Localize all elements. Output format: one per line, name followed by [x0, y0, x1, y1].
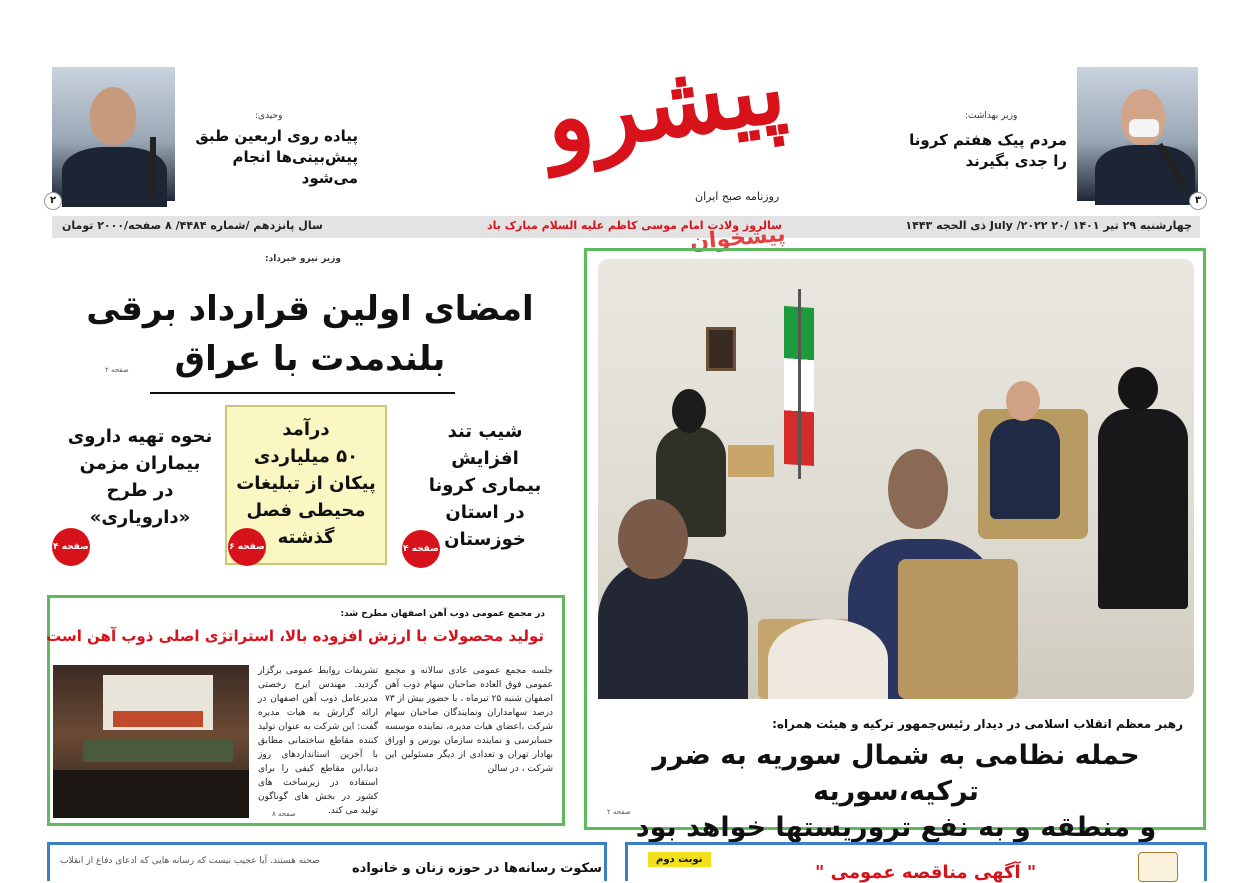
lead-story-kicker: رهبر معظم انقلاب اسلامی در دیدار رئیس‌جمهور ترکیه و هیئت همراه: [772, 717, 1183, 731]
teaser-corona-page-badge: صفحه ۴ [402, 530, 440, 568]
right-story-headline[interactable]: مردم پیک هفتم کرونا را جدی بگیرند [909, 131, 1067, 170]
pishkhan-watermark: پیشخوان [689, 221, 787, 256]
energy-story-underline [150, 392, 455, 394]
steel-story-kicker: در مجمع عمومی ذوب آهن اصفهان مطرح شد: [340, 609, 545, 619]
ad-title[interactable]: " آگهی مناقصه عمومی " [815, 862, 1037, 883]
steel-story-photo[interactable] [53, 665, 249, 818]
occasion-banner: سالروز ولادت امام موسی کاظم علیه السلام مبارک باد [487, 219, 783, 232]
energy-story-headline[interactable]: امضای اولین قرارداد برقی بلندمدت با عراق [86, 289, 534, 379]
issue-date: چهارشنبه ۲۹ تیر ۱۴۰۱ /۲۰ July /۲۰۲۲ ذی الحجه ۱۴۴۳ [905, 219, 1192, 232]
steel-story-page-ref: صفحه ۸ [272, 810, 296, 818]
energy-story-page-ref: صفحه ۲ [105, 366, 129, 374]
steel-story-column-1: جلسه مجمع عمومی عادی سالانه و مجمع عمومی فوق العاده صاحبان سهام ذوب آهن اصفهان شنبه ۲۵ تیرماه ، با حضور بیش از ۷۳ درصد سهامداران ونمایندگان صاحبان سهام شرکت ،اعضای هیات مدیره، نماینده موسسه حسابرسی و نماینده سازمان بورس و اوراق بهادار تهران و تعدادی از دیگر مسئولین این شرکت ، در سالن [385, 666, 553, 774]
left-story-page-number: ۲ [44, 192, 62, 210]
steel-story-column-2: تشریفات روابط عمومی برگزار گردید. مهندس ایرج رخصتی مدیرعامل ذوب آهن اصفهان در ارائه گزارش به هیات مدیره گفت: این شرکت به عنوان تولید کننده مقاطع ساختمانی مطابق با آخرین استانداردهای روز دنیا،این مقاطع کیفی را برای استفاده در زیرساخت های کشور در بخش های گوناگون تولید می کند. [258, 666, 378, 816]
teaser-medication-page-badge: صفحه ۴ [52, 528, 90, 566]
left-story-headline[interactable]: پیاده روی اربعین طبق پیش‌بینی‌ها انجام می‌شود [195, 127, 358, 187]
teaser-corona[interactable]: شیب تند افزایش بیماری کرونا در استان خوزستان [428, 421, 542, 550]
bottom-left-headline[interactable]: سکوت رسانه‌ها در حوزه زنان و خانواده [352, 861, 602, 876]
issue-info: سال پانزدهم /شماره ۴۴۸۴/ ۸ صفحه/۲۰۰۰ تومان [62, 219, 323, 232]
company-logo-icon [1138, 852, 1178, 882]
left-story-kicker: وحیدی: [255, 111, 283, 121]
ad-round-tag: نوبت دوم [648, 852, 711, 867]
right-story-photo [1077, 67, 1198, 201]
right-story-page-number: ۳ [1189, 192, 1207, 210]
lead-story-photo[interactable] [598, 259, 1194, 699]
steel-story-headline[interactable]: تولید محصولات با ارزش افزوده بالا، استراتژی اصلی ذوب آهن است [46, 627, 544, 645]
lead-story-page-ref: صفحه ۲ [607, 808, 631, 816]
energy-story-kicker: وزیر نیرو خبرداد: [265, 254, 341, 264]
teaser-paykan[interactable]: درآمد ۵۰ میلیاردی پیکان از تبلیغات محیطی فصل گذشته [236, 419, 376, 548]
bottom-left-text: صحنه هستند. آیا عجیب نیست که رسانه هایی که ادعای دفاع از انقلاب [60, 856, 320, 866]
left-story-photo [52, 67, 175, 201]
teaser-medication[interactable]: نحوه تهیه داروی بیماران مزمن در طرح «دارویاری» [67, 426, 213, 528]
teaser-paykan-page-badge: صفحه ۶ [228, 528, 266, 566]
right-story-kicker: وزیر بهداشت: [965, 111, 1018, 121]
info-bar [52, 216, 1200, 238]
newspaper-logo: پیشرو [537, 30, 792, 177]
lead-story-headline[interactable]: حمله نظامی به شمال سوریه به ضرر ترکیه،سوریه و منطقه و به نفع تروریستها خواهد بود [635, 740, 1157, 843]
newspaper-subtitle: روزنامه صبح ایران [695, 190, 780, 203]
